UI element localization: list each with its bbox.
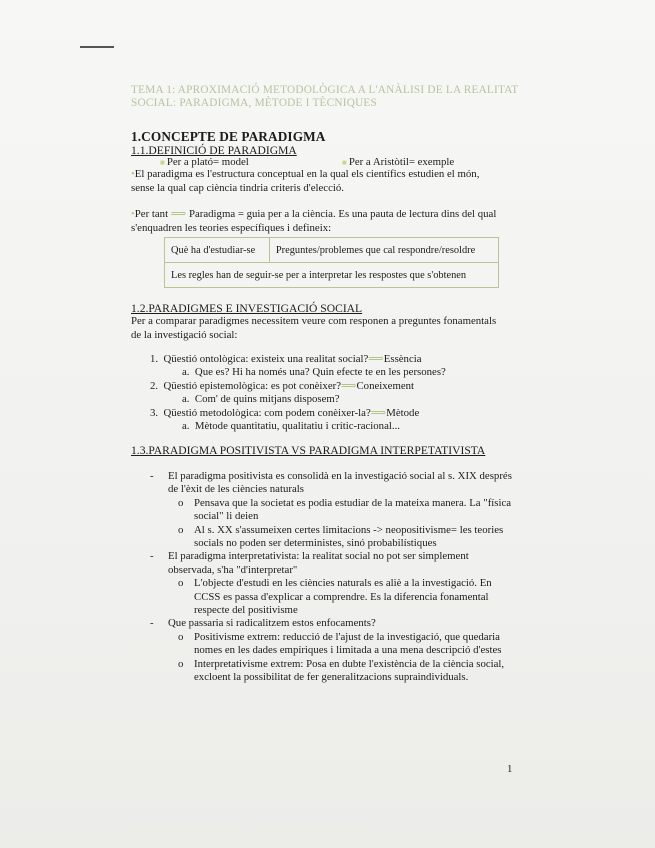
definition-table [164,237,499,288]
table-cell: Les regles han de seguir-se per a interpretar les respostes que s'obtenen [165,263,499,288]
bullet-text: Pensava que la societat es podia estudiar de la mateixa manera. La "física social" li deien [194,496,512,523]
list-item: - El paradigma interpretativista: la realitat social no pot ser simplement observada, s'ha "d'interpretar" [150,550,515,577]
list-item: o L'objecte d'estudi en les ciències naturals es aliè a la investigació. En CCSS es passa d'explicar a comprendre. Es la diferencia fonamental respecte del positivisme [150,577,515,617]
arrow-icon: ⟹ [368,353,384,365]
definition-paragraph [131,168,503,195]
bullet-text: Interpretativisme extrem: Posa en dubte l'existència de la ciència social, excloent la possibilitat de fer generalitzacions supraindividuals. [194,657,505,684]
guide-text: Paradigma = guia per a la ciència. Es una pauta de lectura dins del qual s'enquadren les teories específiques i defineix: [131,208,497,234]
bullet-icon: ■ [342,158,347,167]
question-answer: Essència [383,353,422,365]
list-item: o Pensava que la societat es podia estudiar de la mateixa manera. La "física social" li deien [150,497,515,524]
bullet-text: El paradigma positivista es consolidà en la investigació social al s. XIX després de l'èxit de les ciències naturals [168,470,512,496]
bullet-text: Positivisme extrem: reducció de l'ajust de la investigació, que quedaria nomes en les dades empíriques i limitada a una mena descripció d'estes [194,630,502,657]
question-answer: Coneixement [356,379,415,392]
question-answer: Mètode [386,406,420,419]
aristotil-text: Per a Aristòtil= exemple [348,156,455,168]
definition-text: El paradigma es l'estructura conceptual en la qual els científics estudien el món, sense la qual cap ciència tindria criteris d'elecció. [131,168,480,194]
bullet-text: El paradigma interpretativista: la realitat social no pot ser simplement observada, s'ha "d'interpretar" [168,550,469,576]
question-text: Qüestió metodològica: com podem conèixer-la? [163,406,371,419]
page-number: 1 [507,763,513,775]
question-detail: Que es? Hi ha només una? Quin efecte te en les persones? [194,366,446,379]
subsection-heading: 1.2.PARADIGMES E INVESTIGACIÓ SOCIAL [131,302,363,315]
bullet-icon: ■ [160,158,165,167]
question-text: Qüestió ontològica: existeix una realitat social? [163,353,369,365]
guide-paragraph [131,208,503,235]
document-title: TEMA 1: APROXIMACIÓ METODOLÒGICA A L'ANÀLISI DE LA REALITAT SOCIAL: PARADIGMA, MÈTODE I TÈCNIQUES [131,84,519,109]
corner-mark [80,46,114,48]
list-item: o Interpretativisme extrem: Posa en dubte l'existència de la ciència social, excloent la possibilitat de fer generalitzacions supraindividuals. [150,658,515,685]
question-list [150,353,510,433]
arrow-icon: ⟹ [168,208,189,220]
list-item: - Que passaria si radicalitzem estos enfocaments? [150,617,376,630]
bullet-text: Que passaria si radicalitzem estos enfocaments? [168,617,376,630]
list-item: 2. Qüestió epistemològica: es pot conèixer?⟹Coneixement [150,379,415,392]
bullet-icon: • [131,168,135,180]
list-item: a. Que es? Hi ha només una? Quin efecte te en les persones? [182,366,446,379]
plato-text: Per a plató= model [166,156,249,168]
paragraph: Per a comparar paradigmes necessitem veure com responen a preguntes fonamentals de la investigació social: [131,315,497,341]
question-text: Qüestió epistemològica: es pot conèixer? [163,379,341,392]
bullet-icon: • [131,208,135,220]
question-detail: Com' de quins mitjans disposem? [194,393,340,406]
section-heading: 1.CONCEPTE DE PARADIGMA [131,129,326,144]
list-item: o Positivisme extrem: reducció de l'ajust de la investigació, que quedaria nomes en les dades empíriques i limitada a una mena descripció d'estes [150,631,515,658]
list-item: o Al s. XX s'assumeixen certes limitacions -> neopositivisme= les teories socials no poden ser deterministes, sinó probabilístiques [150,524,515,551]
arrow-icon: ⟹ [341,379,357,392]
question-detail: Mètode quantitatiu, qualitatiu i crític-racional... [194,420,400,433]
list-item: - El paradigma positivista es consolidà en la investigació social al s. XIX després de l'èxit de les ciències naturals [150,470,515,497]
list-item: 3. Qüestió metodològica: com podem conèixer-la?⟹Mètode [150,406,420,419]
list-item: a. Mètode quantitatiu, qualitatiu i crític-racional... [182,420,400,433]
table-cell: Preguntes/problemes que cal respondre/resoldre [269,238,498,263]
bullet-text: Al s. XX s'assumeixen certes limitacions -> neopositivisme= les teories socials no poden ser deterministes, sinó probabilístiques [194,523,504,550]
guide-prefix: Per tant [134,208,169,220]
arrow-icon: ⟹ [370,406,387,419]
list-item: a. Com' de quins mitjans disposem? [182,393,340,406]
subsection-heading: 1.3.PARADIGMA POSITIVISTA VS PARADIGMA INTERPETATIVISTA [131,444,486,457]
table-cell: Què ha d'estudiar-se [165,238,270,263]
bullet-text: L'objecte d'estudi en les ciències naturals es aliè a la investigació. En CCSS es passa d'explicar a comprendre. Es la diferencia fonamental respecte del positivisme [194,577,492,617]
subsection-heading: 1.1.DEFINICIÓ DE PARADIGMA [131,144,297,157]
list-item: 1. Qüestió ontològica: existeix una realitat social?⟹Essència [150,353,422,365]
comparison-list [150,470,515,685]
